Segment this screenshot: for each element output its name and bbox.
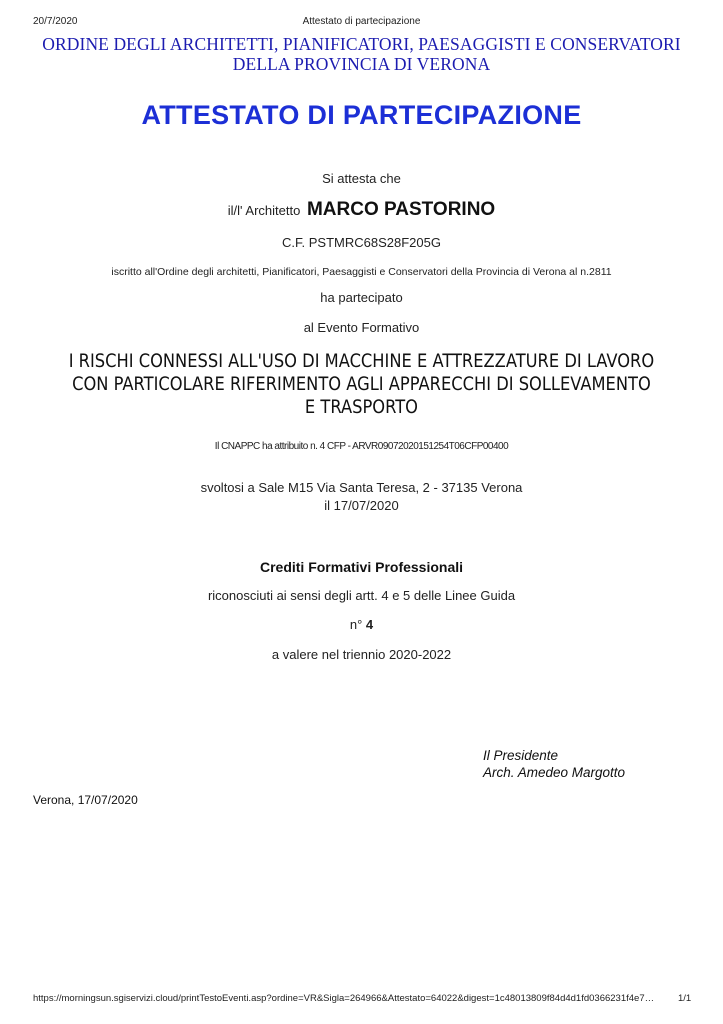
event-title-line: E TRASPORTO bbox=[304, 397, 418, 418]
participated-text: ha partecipato bbox=[320, 290, 403, 305]
recipient-line bbox=[0, 199, 723, 221]
place-date: Verona, 17/07/2020 bbox=[33, 793, 138, 807]
recipient-name: MARCO PASTORINO bbox=[306, 199, 496, 220]
credits-recognized: riconosciuti ai sensi degli artt. 4 e 5 delle Linee Guida bbox=[207, 588, 516, 603]
credits-number-line bbox=[0, 617, 723, 632]
attest-text: Si attesta che bbox=[322, 171, 401, 186]
signature-name: Arch. Amedeo Margotto bbox=[483, 765, 626, 780]
cnappc-credits-code: Il CNAPPC ha attribuito n. 4 CFP - ARVR09072020151254T06CFP00400 bbox=[214, 441, 509, 452]
print-date: 20/7/2020 bbox=[33, 16, 78, 27]
role-prefix: il/l' Architetto bbox=[227, 203, 301, 218]
credits-heading: Crediti Formativi Professionali bbox=[259, 559, 464, 575]
event-title-line: CON PARTICOLARE RIFERIMENTO AGLI APPARECCHI DI SOLLEVAMENTO bbox=[72, 374, 651, 395]
document-title: ATTESTATO DI PARTECIPAZIONE bbox=[141, 100, 582, 130]
footer-page-number: 1/1 bbox=[678, 993, 692, 1004]
credits-number: 4 bbox=[365, 617, 374, 632]
event-title-line: I RISCHI CONNESSI ALL'USO DI MACCHINE E ATTREZZATURE DI LAVORO bbox=[68, 351, 655, 372]
fiscal-code: C.F. PSTMRC68S28F205G bbox=[282, 235, 441, 250]
organization-line-2: DELLA PROVINCIA DI VERONA bbox=[232, 54, 491, 74]
credits-number-prefix: n° bbox=[349, 617, 363, 632]
print-page-title: Attestato di partecipazione bbox=[302, 16, 421, 27]
event-title bbox=[43, 350, 679, 419]
credits-validity: a valere nel triennio 2020-2022 bbox=[271, 647, 452, 662]
organization-name bbox=[0, 34, 723, 74]
footer-url: https://morningsun.sgiservizi.cloud/printTestoEventi.asp?ordine=VR&Sigla=264966&Attestato=64022&digest=1c48013809f84d4d1fd0366231f4e7… bbox=[33, 993, 655, 1004]
signature-role: Il Presidente bbox=[483, 748, 559, 763]
registration-text: iscritto all'Ordine degli architetti, Pianificatori, Paesaggisti e Conservatori della Provincia di Verona al n.2811 bbox=[111, 266, 612, 278]
signature-block bbox=[483, 747, 625, 781]
event-date: il 17/07/2020 bbox=[324, 498, 399, 513]
organization-line-1: ORDINE DEGLI ARCHITETTI, PIANIFICATORI, PAESAGGISTI E CONSERVATORI bbox=[42, 34, 681, 54]
event-intro: al Evento Formativo bbox=[303, 320, 420, 335]
event-venue: svoltosi a Sale M15 Via Santa Teresa, 2 - 37135 Verona bbox=[200, 480, 523, 495]
